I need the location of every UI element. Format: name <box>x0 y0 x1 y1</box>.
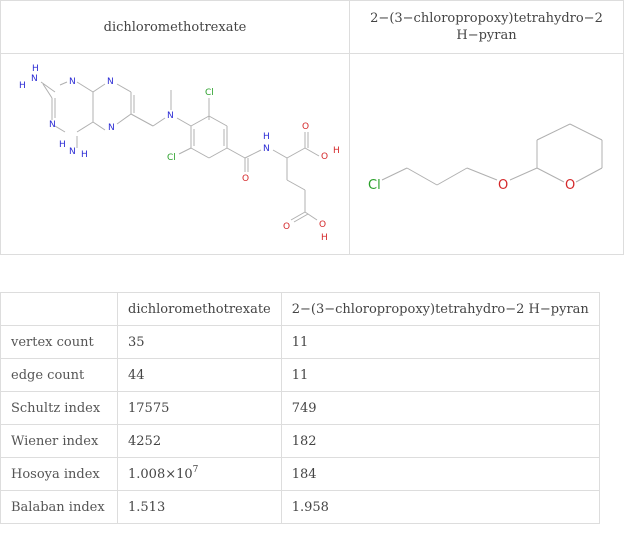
atom-o-acid1-dbl: O <box>302 122 310 132</box>
table-row <box>1 392 600 425</box>
atom-cl-top: Cl <box>205 88 214 98</box>
atom-h-bottom-left: H <box>59 140 66 150</box>
header-empty <box>1 293 118 326</box>
atom-cl-bottom: Cl <box>167 153 176 163</box>
atom-o-acid1-oh: O <box>321 152 329 162</box>
atom-o-ether: O <box>497 178 508 193</box>
atom-h-amide: H <box>263 132 270 142</box>
atom-n-ring1: N <box>69 77 76 87</box>
atom-o-acid2-oh: O <box>319 220 327 230</box>
compound-2-header-line1: 2−(3−chloropropoxy)tetrahydro−2 <box>370 11 603 26</box>
row-value-1: 1.513 <box>118 491 282 524</box>
compound-2-header <box>350 1 624 54</box>
header-compound-2: 2−(3−chloropropoxy)tetrahydro−2 H−pyran <box>281 293 599 326</box>
bond-lines-2 <box>382 124 602 185</box>
row-value-2: 11 <box>281 359 599 392</box>
row-value-1 <box>118 458 282 491</box>
atom-h-acid1: H <box>333 146 340 156</box>
row-label: Schultz index <box>1 392 118 425</box>
atom-h-top: H <box>32 64 39 74</box>
hosoya-exponent: 7 <box>192 464 199 475</box>
atom-n-methyl: N <box>167 111 174 121</box>
row-label: Hosoya index <box>1 458 118 491</box>
atom-o-acid2-dbl: O <box>283 222 291 232</box>
properties-header-row <box>1 293 600 326</box>
row-label: edge count <box>1 359 118 392</box>
dichloromethotrexate-structure-cell <box>1 54 350 255</box>
table-row <box>1 491 600 524</box>
row-value-2: 182 <box>281 425 599 458</box>
hosoya-base: 1.008×10 <box>128 466 193 482</box>
atom-h-top-left: H <box>19 81 26 91</box>
chloropropoxy-thp-structure-cell <box>350 54 624 255</box>
row-value-1: 44 <box>118 359 282 392</box>
row-value-1: 35 <box>118 326 282 359</box>
atom-cl: Cl <box>367 178 381 193</box>
row-value-2: 749 <box>281 392 599 425</box>
row-value-2: 11 <box>281 326 599 359</box>
dichloromethotrexate-structure <box>5 54 345 254</box>
header-compound-1: dichloromethotrexate <box>118 293 282 326</box>
row-label: Balaban index <box>1 491 118 524</box>
atom-n-nh2-bottom: N <box>69 147 76 157</box>
table-row <box>1 458 600 491</box>
properties-table <box>0 292 600 524</box>
row-value-2: 1.958 <box>281 491 599 524</box>
row-value-1: 4252 <box>118 425 282 458</box>
row-value-1: 17575 <box>118 392 282 425</box>
row-label: vertex count <box>1 326 118 359</box>
atom-o-amide: O <box>242 174 250 184</box>
atom-n-ring3: N <box>49 120 56 130</box>
compound-2-header-line2: H−pyran <box>456 28 517 43</box>
chloropropoxy-thp-structure <box>352 54 622 254</box>
row-label: Wiener index <box>1 425 118 458</box>
atom-h-acid2: H <box>321 233 328 243</box>
atom-n-nh2-top: N <box>31 74 38 84</box>
atom-n-amide: N <box>263 144 270 154</box>
atom-n-ring4: N <box>108 123 115 133</box>
row-value-2: 184 <box>281 458 599 491</box>
atom-n-ring2: N <box>107 77 114 87</box>
structure-table <box>0 0 624 255</box>
table-row <box>1 326 600 359</box>
atom-h-bottom: H <box>81 150 88 160</box>
table-row <box>1 425 600 458</box>
table-row <box>1 359 600 392</box>
compound-1-header: dichloromethotrexate <box>1 1 350 54</box>
atom-o-ring: O <box>564 178 575 193</box>
